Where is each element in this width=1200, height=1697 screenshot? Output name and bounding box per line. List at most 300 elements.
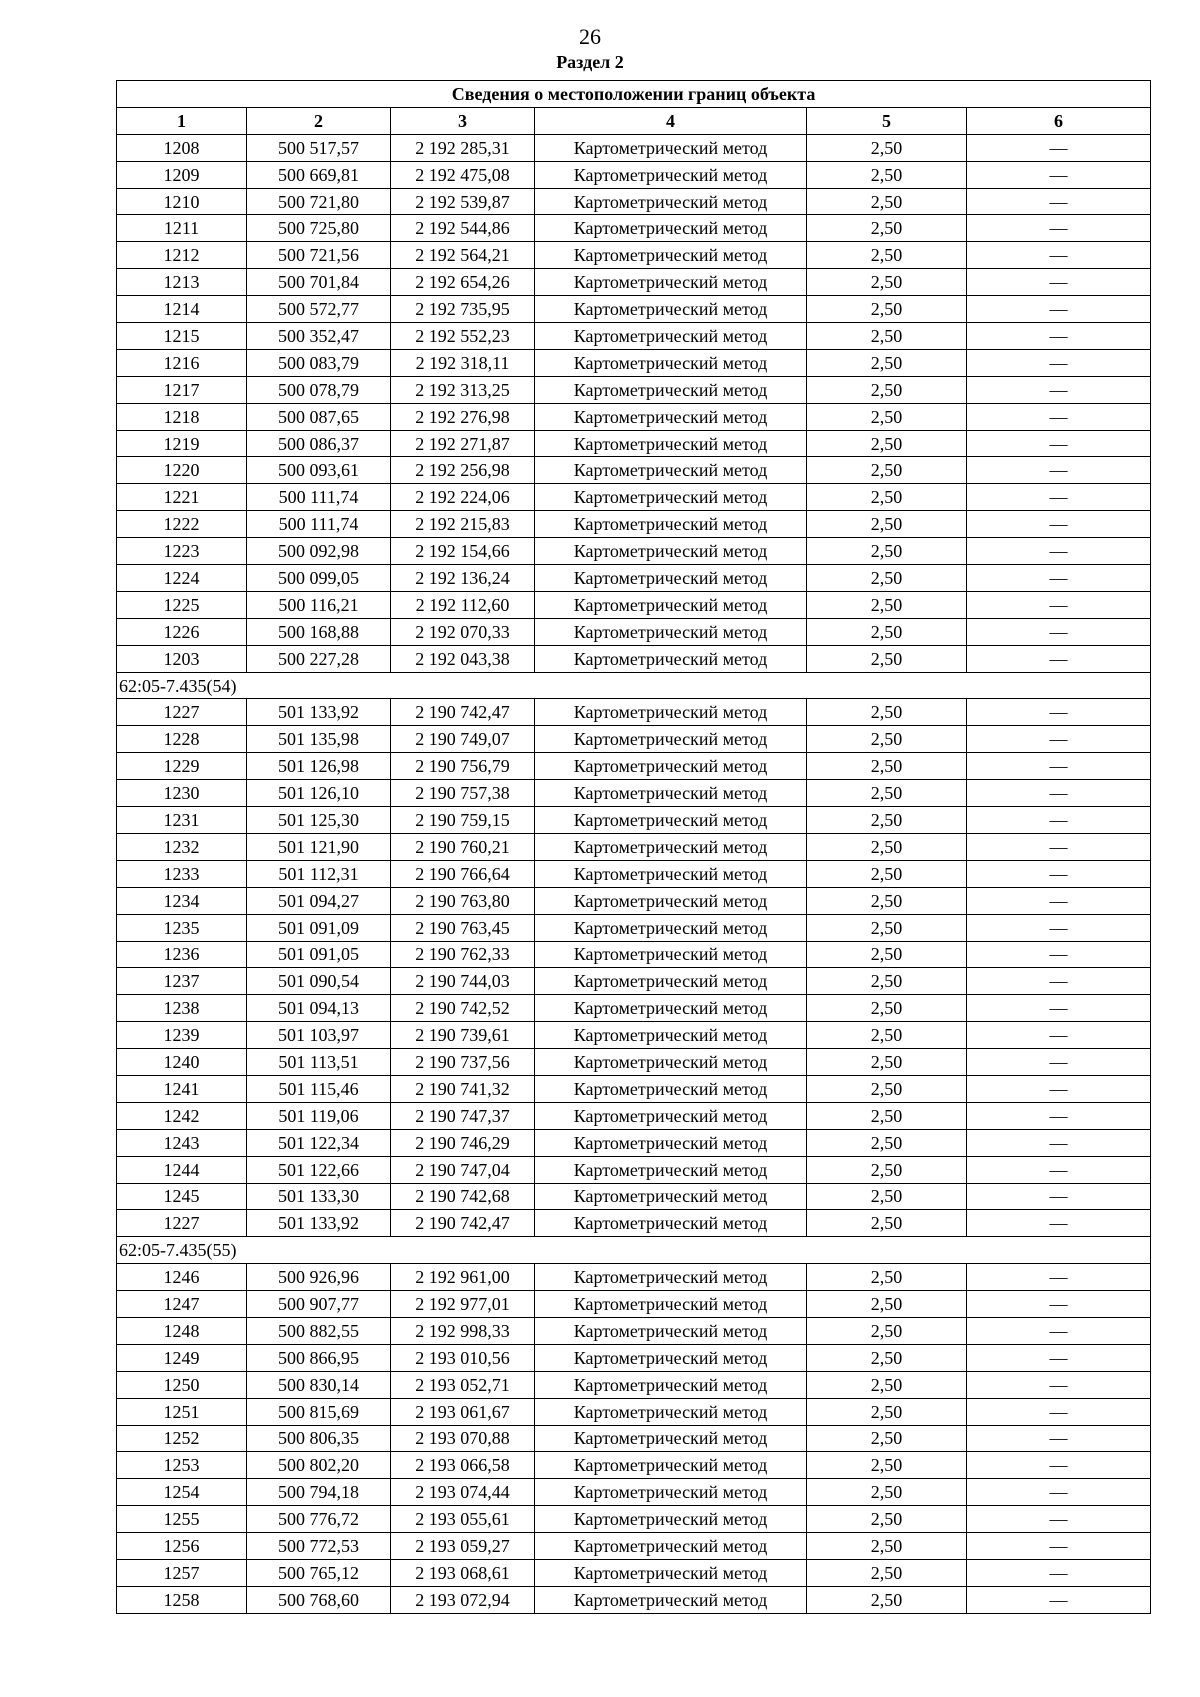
x-coordinate-cell: 500 517,57	[247, 134, 391, 161]
y-coordinate-cell: 2 192 070,33	[391, 618, 535, 645]
table-row	[117, 323, 1151, 350]
x-coordinate-cell: 501 112,31	[247, 860, 391, 887]
accuracy-cell: 2,50	[807, 430, 967, 457]
method-cell: Картометрический метод	[535, 1156, 807, 1183]
description-cell: —	[967, 591, 1151, 618]
table-row	[117, 807, 1151, 834]
table-row	[117, 1264, 1151, 1291]
point-number-cell: 1227	[117, 1210, 247, 1237]
y-coordinate-cell: 2 192 654,26	[391, 269, 535, 296]
description-cell: —	[967, 1291, 1151, 1318]
point-number-cell: 1248	[117, 1317, 247, 1344]
y-coordinate-cell: 2 192 215,83	[391, 511, 535, 538]
point-number-cell: 1226	[117, 618, 247, 645]
method-cell: Картометрический метод	[535, 242, 807, 269]
table-row	[117, 914, 1151, 941]
table-title: Сведения о местоположении границ объекта	[117, 81, 1151, 108]
y-coordinate-cell: 2 192 998,33	[391, 1317, 535, 1344]
accuracy-cell: 2,50	[807, 591, 967, 618]
accuracy-cell: 2,50	[807, 1210, 967, 1237]
accuracy-cell: 2,50	[807, 699, 967, 726]
accuracy-cell: 2,50	[807, 726, 967, 753]
accuracy-cell: 2,50	[807, 968, 967, 995]
table-row	[117, 887, 1151, 914]
table-row	[117, 1479, 1151, 1506]
point-number-cell: 1209	[117, 161, 247, 188]
accuracy-cell: 2,50	[807, 1533, 967, 1560]
table-row	[117, 269, 1151, 296]
method-cell: Картометрический метод	[535, 1317, 807, 1344]
description-cell: —	[967, 511, 1151, 538]
point-number-cell: 1228	[117, 726, 247, 753]
method-cell: Картометрический метод	[535, 807, 807, 834]
x-coordinate-cell: 500 765,12	[247, 1559, 391, 1586]
point-number-cell: 1254	[117, 1479, 247, 1506]
y-coordinate-cell: 2 190 746,29	[391, 1129, 535, 1156]
description-cell: —	[967, 1022, 1151, 1049]
y-coordinate-cell: 2 192 276,98	[391, 403, 535, 430]
description-cell: —	[967, 1210, 1151, 1237]
x-coordinate-cell: 500 093,61	[247, 457, 391, 484]
method-cell: Картометрический метод	[535, 296, 807, 323]
description-cell: —	[967, 1102, 1151, 1129]
table-row	[117, 1398, 1151, 1425]
accuracy-cell: 2,50	[807, 887, 967, 914]
table-row	[117, 1183, 1151, 1210]
group-label: 62:05-7.435(55)	[117, 1237, 1151, 1264]
accuracy-cell: 2,50	[807, 1425, 967, 1452]
table-row	[117, 860, 1151, 887]
description-cell: —	[967, 1371, 1151, 1398]
method-cell: Картометрический метод	[535, 753, 807, 780]
point-number-cell: 1230	[117, 780, 247, 807]
table-row	[117, 403, 1151, 430]
table-body	[117, 134, 1151, 1613]
x-coordinate-cell: 500 866,95	[247, 1344, 391, 1371]
method-cell: Картометрический метод	[535, 1102, 807, 1129]
y-coordinate-cell: 2 192 318,11	[391, 349, 535, 376]
method-cell: Картометрический метод	[535, 538, 807, 565]
x-coordinate-cell: 501 119,06	[247, 1102, 391, 1129]
x-coordinate-cell: 500 092,98	[247, 538, 391, 565]
description-cell: —	[967, 914, 1151, 941]
accuracy-cell: 2,50	[807, 618, 967, 645]
point-number-cell: 1256	[117, 1533, 247, 1560]
table-row	[117, 1586, 1151, 1613]
point-number-cell: 1224	[117, 565, 247, 592]
point-number-cell: 1232	[117, 833, 247, 860]
x-coordinate-cell: 500 907,77	[247, 1291, 391, 1318]
accuracy-cell: 2,50	[807, 780, 967, 807]
y-coordinate-cell: 2 192 552,23	[391, 323, 535, 350]
point-number-cell: 1244	[117, 1156, 247, 1183]
description-cell: —	[967, 941, 1151, 968]
y-coordinate-cell: 2 192 224,06	[391, 484, 535, 511]
x-coordinate-cell: 500 099,05	[247, 565, 391, 592]
column-header: 1	[117, 107, 247, 134]
description-cell: —	[967, 1183, 1151, 1210]
accuracy-cell: 2,50	[807, 1075, 967, 1102]
x-coordinate-cell: 501 090,54	[247, 968, 391, 995]
y-coordinate-cell: 2 192 043,38	[391, 645, 535, 672]
column-header: 3	[391, 107, 535, 134]
method-cell: Картометрический метод	[535, 1533, 807, 1560]
accuracy-cell: 2,50	[807, 565, 967, 592]
table-row	[117, 1022, 1151, 1049]
accuracy-cell: 2,50	[807, 1586, 967, 1613]
table-row	[117, 1533, 1151, 1560]
method-cell: Картометрический метод	[535, 1344, 807, 1371]
accuracy-cell: 2,50	[807, 296, 967, 323]
description-cell: —	[967, 269, 1151, 296]
accuracy-cell: 2,50	[807, 511, 967, 538]
table-row	[117, 1049, 1151, 1076]
description-cell: —	[967, 376, 1151, 403]
y-coordinate-cell: 2 192 271,87	[391, 430, 535, 457]
method-cell: Картометрический метод	[535, 995, 807, 1022]
y-coordinate-cell: 2 190 759,15	[391, 807, 535, 834]
x-coordinate-cell: 500 926,96	[247, 1264, 391, 1291]
table-row	[117, 1425, 1151, 1452]
accuracy-cell: 2,50	[807, 403, 967, 430]
point-number-cell: 1211	[117, 215, 247, 242]
point-number-cell: 1213	[117, 269, 247, 296]
y-coordinate-cell: 2 190 763,80	[391, 887, 535, 914]
accuracy-cell: 2,50	[807, 645, 967, 672]
point-number-cell: 1208	[117, 134, 247, 161]
point-number-cell: 1229	[117, 753, 247, 780]
description-cell: —	[967, 296, 1151, 323]
point-number-cell: 1250	[117, 1371, 247, 1398]
table-row	[117, 161, 1151, 188]
description-cell: —	[967, 1398, 1151, 1425]
point-number-cell: 1242	[117, 1102, 247, 1129]
method-cell: Картометрический метод	[535, 430, 807, 457]
x-coordinate-cell: 501 091,05	[247, 941, 391, 968]
point-number-cell: 1240	[117, 1049, 247, 1076]
point-number-cell: 1218	[117, 403, 247, 430]
method-cell: Картометрический метод	[535, 1075, 807, 1102]
method-cell: Картометрический метод	[535, 860, 807, 887]
x-coordinate-cell: 501 133,30	[247, 1183, 391, 1210]
point-number-cell: 1227	[117, 699, 247, 726]
table-row	[117, 1344, 1151, 1371]
y-coordinate-cell: 2 190 741,32	[391, 1075, 535, 1102]
y-coordinate-cell: 2 193 061,67	[391, 1398, 535, 1425]
method-cell: Картометрический метод	[535, 1183, 807, 1210]
accuracy-cell: 2,50	[807, 1506, 967, 1533]
x-coordinate-cell: 501 121,90	[247, 833, 391, 860]
y-coordinate-cell: 2 192 313,25	[391, 376, 535, 403]
table-row	[117, 565, 1151, 592]
x-coordinate-cell: 500 721,56	[247, 242, 391, 269]
x-coordinate-cell: 500 701,84	[247, 269, 391, 296]
x-coordinate-cell: 501 125,30	[247, 807, 391, 834]
point-number-cell: 1253	[117, 1452, 247, 1479]
description-cell: —	[967, 1156, 1151, 1183]
x-coordinate-cell: 501 126,10	[247, 780, 391, 807]
table-row	[117, 995, 1151, 1022]
y-coordinate-cell: 2 193 072,94	[391, 1586, 535, 1613]
table-row	[117, 1075, 1151, 1102]
description-cell: —	[967, 699, 1151, 726]
accuracy-cell: 2,50	[807, 1452, 967, 1479]
point-number-cell: 1237	[117, 968, 247, 995]
method-cell: Картометрический метод	[535, 1022, 807, 1049]
y-coordinate-cell: 2 190 747,04	[391, 1156, 535, 1183]
x-coordinate-cell: 500 352,47	[247, 323, 391, 350]
accuracy-cell: 2,50	[807, 349, 967, 376]
description-cell: —	[967, 1129, 1151, 1156]
accuracy-cell: 2,50	[807, 1049, 967, 1076]
table-row	[117, 1371, 1151, 1398]
description-cell: —	[967, 1075, 1151, 1102]
y-coordinate-cell: 2 193 066,58	[391, 1452, 535, 1479]
description-cell: —	[967, 134, 1151, 161]
table-row	[117, 457, 1151, 484]
accuracy-cell: 2,50	[807, 538, 967, 565]
method-cell: Картометрический метод	[535, 376, 807, 403]
table-row	[117, 1129, 1151, 1156]
method-cell: Картометрический метод	[535, 565, 807, 592]
y-coordinate-cell: 2 193 052,71	[391, 1371, 535, 1398]
x-coordinate-cell: 500 806,35	[247, 1425, 391, 1452]
x-coordinate-cell: 500 882,55	[247, 1317, 391, 1344]
description-cell: —	[967, 1559, 1151, 1586]
y-coordinate-cell: 2 193 055,61	[391, 1506, 535, 1533]
description-cell: —	[967, 807, 1151, 834]
page-number: 26	[579, 24, 601, 49]
description-cell: —	[967, 753, 1151, 780]
point-number-cell: 1235	[117, 914, 247, 941]
accuracy-cell: 2,50	[807, 1102, 967, 1129]
accuracy-cell: 2,50	[807, 376, 967, 403]
table-row	[117, 1317, 1151, 1344]
y-coordinate-cell: 2 190 742,68	[391, 1183, 535, 1210]
accuracy-cell: 2,50	[807, 1371, 967, 1398]
description-cell: —	[967, 833, 1151, 860]
accuracy-cell: 2,50	[807, 1479, 967, 1506]
accuracy-cell: 2,50	[807, 484, 967, 511]
table-row	[117, 941, 1151, 968]
description-cell: —	[967, 215, 1151, 242]
method-cell: Картометрический метод	[535, 1425, 807, 1452]
table-row	[117, 780, 1151, 807]
group-header-row	[117, 1237, 1151, 1264]
y-coordinate-cell: 2 190 757,38	[391, 780, 535, 807]
y-coordinate-cell: 2 192 285,31	[391, 134, 535, 161]
y-coordinate-cell: 2 190 760,21	[391, 833, 535, 860]
table-row	[117, 1102, 1151, 1129]
accuracy-cell: 2,50	[807, 807, 967, 834]
method-cell: Картометрический метод	[535, 1586, 807, 1613]
table-row	[117, 430, 1151, 457]
y-coordinate-cell: 2 190 766,64	[391, 860, 535, 887]
accuracy-cell: 2,50	[807, 242, 967, 269]
method-cell: Картометрический метод	[535, 1210, 807, 1237]
method-cell: Картометрический метод	[535, 349, 807, 376]
y-coordinate-cell: 2 190 747,37	[391, 1102, 535, 1129]
column-header: 4	[535, 107, 807, 134]
x-coordinate-cell: 500 776,72	[247, 1506, 391, 1533]
table-row	[117, 1506, 1151, 1533]
y-coordinate-cell: 2 190 742,47	[391, 1210, 535, 1237]
table-row	[117, 484, 1151, 511]
point-number-cell: 1220	[117, 457, 247, 484]
accuracy-cell: 2,50	[807, 1129, 967, 1156]
description-cell: —	[967, 430, 1151, 457]
y-coordinate-cell: 2 192 735,95	[391, 296, 535, 323]
description-cell: —	[967, 887, 1151, 914]
x-coordinate-cell: 500 669,81	[247, 161, 391, 188]
accuracy-cell: 2,50	[807, 914, 967, 941]
x-coordinate-cell: 500 116,21	[247, 591, 391, 618]
x-coordinate-cell: 500 111,74	[247, 484, 391, 511]
table-row	[117, 349, 1151, 376]
point-number-cell: 1215	[117, 323, 247, 350]
x-coordinate-cell: 501 126,98	[247, 753, 391, 780]
accuracy-cell: 2,50	[807, 1398, 967, 1425]
point-number-cell: 1238	[117, 995, 247, 1022]
column-header: 6	[967, 107, 1151, 134]
x-coordinate-cell: 501 094,13	[247, 995, 391, 1022]
x-coordinate-cell: 500 086,37	[247, 430, 391, 457]
point-number-cell: 1223	[117, 538, 247, 565]
section-title: Раздел 2	[556, 52, 624, 72]
point-number-cell: 1249	[117, 1344, 247, 1371]
accuracy-cell: 2,50	[807, 833, 967, 860]
method-cell: Картометрический метод	[535, 1479, 807, 1506]
method-cell: Картометрический метод	[535, 269, 807, 296]
method-cell: Картометрический метод	[535, 1264, 807, 1291]
description-cell: —	[967, 726, 1151, 753]
table-row	[117, 645, 1151, 672]
y-coordinate-cell: 2 192 961,00	[391, 1264, 535, 1291]
method-cell: Картометрический метод	[535, 887, 807, 914]
method-cell: Картометрический метод	[535, 1452, 807, 1479]
description-cell: —	[967, 349, 1151, 376]
accuracy-cell: 2,50	[807, 457, 967, 484]
method-cell: Картометрический метод	[535, 484, 807, 511]
description-cell: —	[967, 565, 1151, 592]
point-number-cell: 1212	[117, 242, 247, 269]
point-number-cell: 1234	[117, 887, 247, 914]
y-coordinate-cell: 2 192 256,98	[391, 457, 535, 484]
accuracy-cell: 2,50	[807, 753, 967, 780]
method-cell: Картометрический метод	[535, 1129, 807, 1156]
y-coordinate-cell: 2 190 742,47	[391, 699, 535, 726]
accuracy-cell: 2,50	[807, 215, 967, 242]
point-number-cell: 1251	[117, 1398, 247, 1425]
y-coordinate-cell: 2 193 074,44	[391, 1479, 535, 1506]
y-coordinate-cell: 2 190 737,56	[391, 1049, 535, 1076]
description-cell: —	[967, 1452, 1151, 1479]
y-coordinate-cell: 2 192 977,01	[391, 1291, 535, 1318]
point-number-cell: 1258	[117, 1586, 247, 1613]
point-number-cell: 1239	[117, 1022, 247, 1049]
accuracy-cell: 2,50	[807, 1559, 967, 1586]
description-cell: —	[967, 457, 1151, 484]
description-cell: —	[967, 403, 1151, 430]
x-coordinate-cell: 500 111,74	[247, 511, 391, 538]
table-row	[117, 1156, 1151, 1183]
point-number-cell: 1247	[117, 1291, 247, 1318]
accuracy-cell: 2,50	[807, 323, 967, 350]
description-cell: —	[967, 1506, 1151, 1533]
y-coordinate-cell: 2 190 744,03	[391, 968, 535, 995]
y-coordinate-cell: 2 192 475,08	[391, 161, 535, 188]
x-coordinate-cell: 500 794,18	[247, 1479, 391, 1506]
table-row	[117, 134, 1151, 161]
method-cell: Картометрический метод	[535, 726, 807, 753]
description-cell: —	[967, 618, 1151, 645]
method-cell: Картометрический метод	[535, 968, 807, 995]
x-coordinate-cell: 500 768,60	[247, 1586, 391, 1613]
method-cell: Картометрический метод	[535, 1049, 807, 1076]
y-coordinate-cell: 2 190 763,45	[391, 914, 535, 941]
point-number-cell: 1231	[117, 807, 247, 834]
x-coordinate-cell: 501 113,51	[247, 1049, 391, 1076]
accuracy-cell: 2,50	[807, 860, 967, 887]
column-header: 5	[807, 107, 967, 134]
method-cell: Картометрический метод	[535, 591, 807, 618]
y-coordinate-cell: 2 192 136,24	[391, 565, 535, 592]
accuracy-cell: 2,50	[807, 1291, 967, 1318]
point-number-cell: 1225	[117, 591, 247, 618]
x-coordinate-cell: 500 572,77	[247, 296, 391, 323]
table-row	[117, 699, 1151, 726]
method-cell: Картометрический метод	[535, 134, 807, 161]
y-coordinate-cell: 2 193 068,61	[391, 1559, 535, 1586]
accuracy-cell: 2,50	[807, 269, 967, 296]
method-cell: Картометрический метод	[535, 403, 807, 430]
x-coordinate-cell: 500 802,20	[247, 1452, 391, 1479]
x-coordinate-cell: 500 772,53	[247, 1533, 391, 1560]
x-coordinate-cell: 500 725,80	[247, 215, 391, 242]
description-cell: —	[967, 323, 1151, 350]
point-number-cell: 1214	[117, 296, 247, 323]
method-cell: Картометрический метод	[535, 914, 807, 941]
description-cell: —	[967, 1425, 1151, 1452]
x-coordinate-cell: 501 094,27	[247, 887, 391, 914]
accuracy-cell: 2,50	[807, 1022, 967, 1049]
accuracy-cell: 2,50	[807, 188, 967, 215]
y-coordinate-cell: 2 192 112,60	[391, 591, 535, 618]
point-number-cell: 1219	[117, 430, 247, 457]
x-coordinate-cell: 500 087,65	[247, 403, 391, 430]
point-number-cell: 1236	[117, 941, 247, 968]
x-coordinate-cell: 501 115,46	[247, 1075, 391, 1102]
description-cell: —	[967, 1344, 1151, 1371]
table-row	[117, 376, 1151, 403]
description-cell: —	[967, 968, 1151, 995]
description-cell: —	[967, 484, 1151, 511]
x-coordinate-cell: 501 133,92	[247, 699, 391, 726]
method-cell: Картометрический метод	[535, 618, 807, 645]
x-coordinate-cell: 500 721,80	[247, 188, 391, 215]
x-coordinate-cell: 501 122,34	[247, 1129, 391, 1156]
accuracy-cell: 2,50	[807, 941, 967, 968]
x-coordinate-cell: 501 103,97	[247, 1022, 391, 1049]
table-row	[117, 538, 1151, 565]
y-coordinate-cell: 2 192 539,87	[391, 188, 535, 215]
group-header-row	[117, 672, 1151, 699]
description-cell: —	[967, 1586, 1151, 1613]
accuracy-cell: 2,50	[807, 134, 967, 161]
table-row	[117, 1291, 1151, 1318]
accuracy-cell: 2,50	[807, 1317, 967, 1344]
method-cell: Картометрический метод	[535, 941, 807, 968]
